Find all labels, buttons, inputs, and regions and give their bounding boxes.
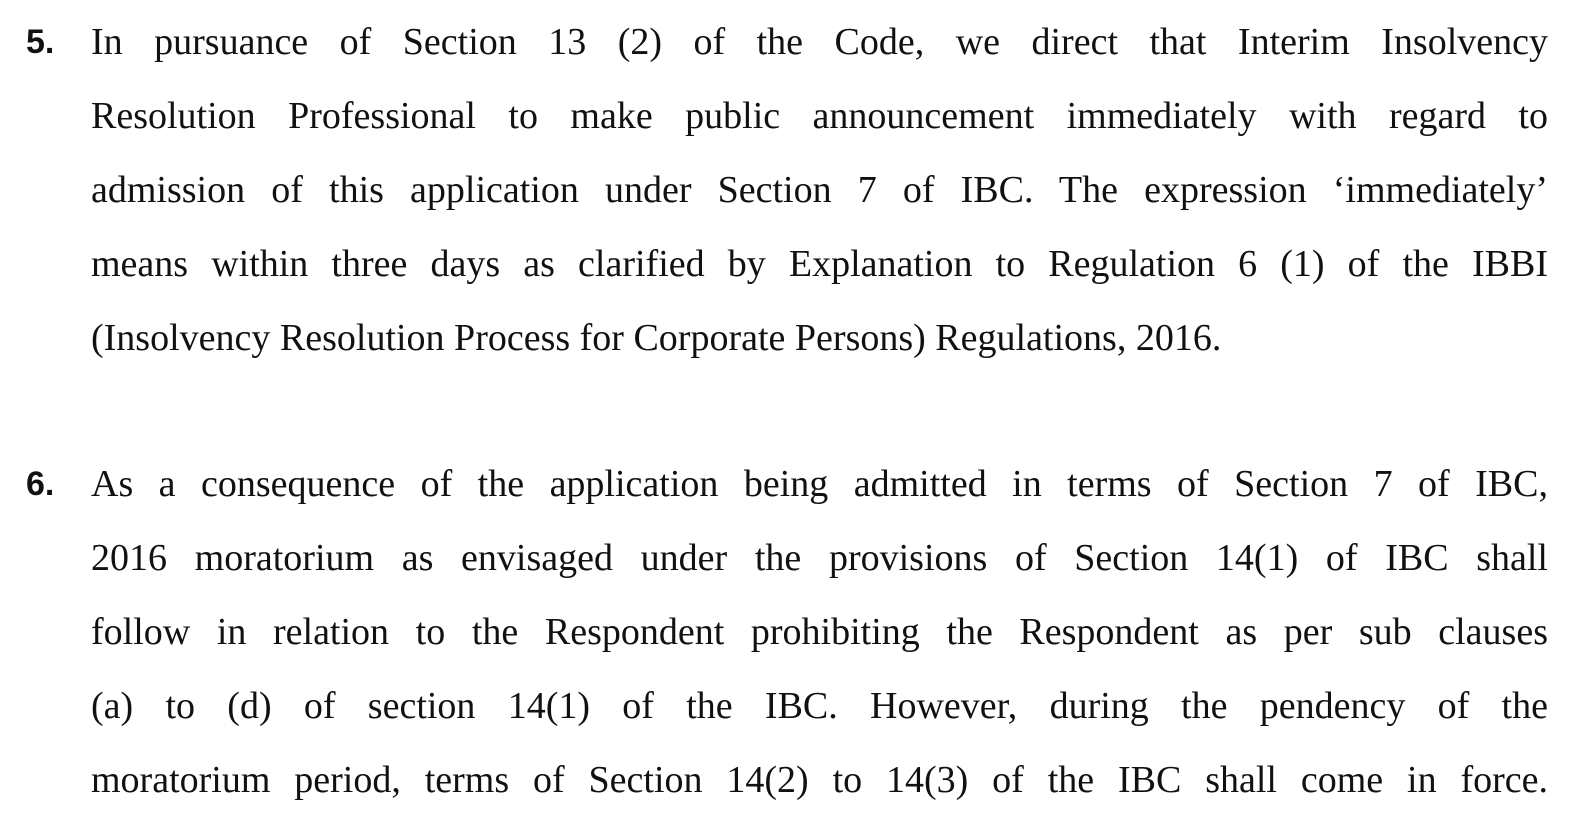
paragraph-number: 6.	[26, 465, 55, 503]
paragraph-line: follow in relation to the Respondent prohibiting the Respondent as per sub clauses	[91, 611, 1548, 653]
paragraph-line: In pursuance of Section 13 (2) of the Code, we direct that Interim Insolvency	[91, 21, 1548, 63]
paragraph-line: means within three days as clarified by Explanation to Regulation 6 (1) of the IBBI	[91, 243, 1548, 285]
paragraph-line: admission of this application under Section 7 of IBC. The expression ‘immediately’	[91, 169, 1548, 211]
paragraph-line: As a consequence of the application being admitted in terms of Section 7 of IBC,	[91, 463, 1548, 505]
paragraph-line: 2016 moratorium as envisaged under the provisions of Section 14(1) of IBC shall	[91, 537, 1548, 579]
paragraph-number: 5.	[26, 23, 55, 61]
paragraph-line: Resolution Professional to make public announcement immediately with regard to	[91, 95, 1548, 137]
paragraph-line: (a) to (d) of section 14(1) of the IBC. However, during the pendency of the	[91, 685, 1548, 727]
paragraph-line: (Insolvency Resolution Process for Corporate Persons) Regulations, 2016.	[91, 317, 1222, 359]
paragraph-line: moratorium period, terms of Section 14(2) to 14(3) of the IBC shall come in force.	[91, 759, 1548, 801]
